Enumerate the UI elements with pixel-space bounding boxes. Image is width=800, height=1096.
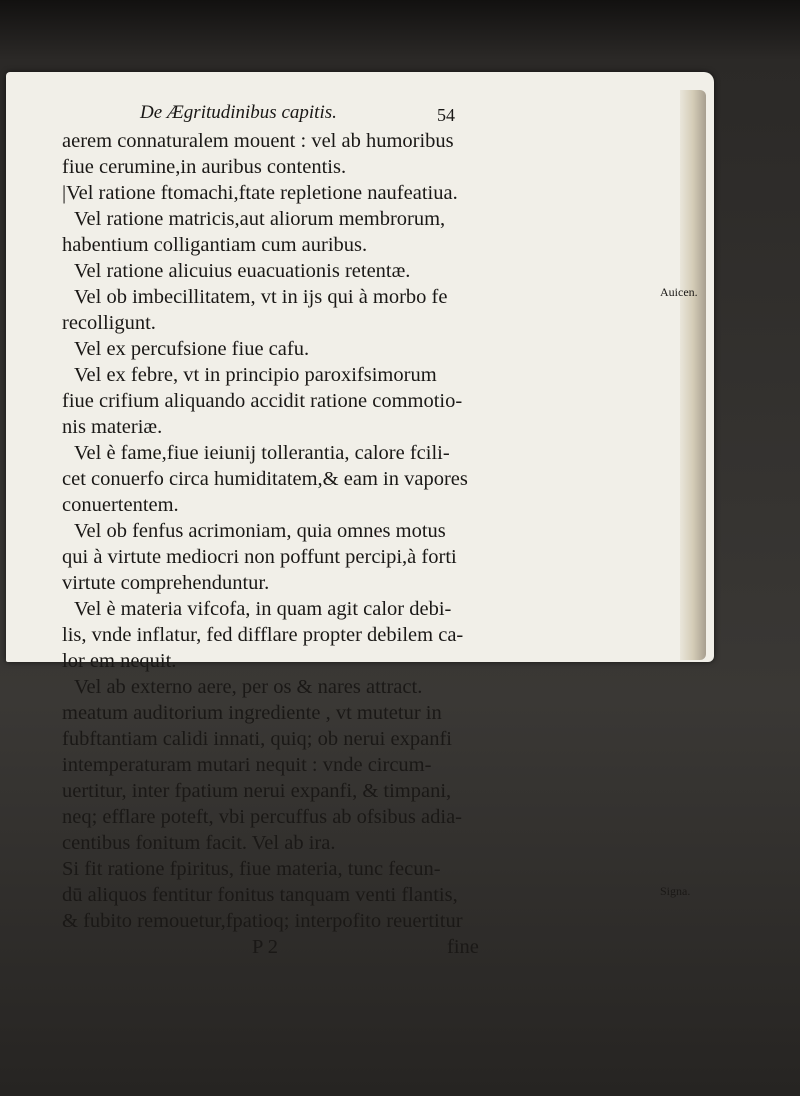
text-line: fiue cerumine,in auribus contentis. <box>62 156 347 178</box>
text-line: intemperaturam mutari nequit : vnde circum- <box>62 754 432 776</box>
text-line: Si fit ratione fpiritus, fiue materia, tunc fecun- <box>62 858 441 880</box>
text-line: & fubito remouetur,fpatioq; interpofito reuertitur <box>62 910 463 932</box>
text-line: |Vel ratione ftomachi,ftate repletione naufeatiua. <box>62 182 458 204</box>
margin-note-signa: Signa. <box>660 884 691 898</box>
running-title: De Ægritudinibus capitis. <box>140 102 337 123</box>
text-line: Vel è fame,fiue ieiunij tollerantia, calore fcili- <box>74 442 450 464</box>
text-line: Vel ob fenfus acrimoniam, quia omnes motus <box>74 520 446 542</box>
text-line: uertitur, inter fpatium nerui expanfi, & timpani, <box>62 780 452 802</box>
text-line: cet conuerfo circa humiditatem,& eam in vapores <box>62 468 468 490</box>
text-line: conuertentem. <box>62 494 179 516</box>
text-line: Vel ex percufsione fiue cafu. <box>74 338 310 360</box>
text-line: lis, vnde inflatur, fed difflare propter debilem ca- <box>62 624 464 646</box>
text-line: aerem connaturalem mouent : vel ab humoribus <box>62 130 454 152</box>
text-line: virtute comprehenduntur. <box>62 572 270 594</box>
signature-mark: P 2 <box>252 936 279 958</box>
text-block <box>62 100 652 960</box>
text-line: qui à virtute mediocri non poffunt percipi,à forti <box>62 546 457 568</box>
text-line: recolligunt. <box>62 312 156 334</box>
text-line: Vel ob imbecillitatem, vt in ijs qui à morbo fe <box>74 286 448 308</box>
text-line: Vel è materia vifcofa, in quam agit calor debi- <box>74 598 452 620</box>
text-line: meatum auditorium ingrediente , vt mutetur in <box>62 702 442 724</box>
text-line: habentium colligantiam cum auribus. <box>62 234 368 256</box>
footer-line <box>62 934 652 960</box>
text-line: Vel ex febre, vt in principio paroxifsimorum <box>74 364 437 386</box>
text-line: neq; efflare poteft, vbi percuffus ab ofsibus adia- <box>62 806 462 828</box>
text-line: Vel ratione alicuius euacuationis retentæ. <box>74 260 411 282</box>
text-line: Vel ratione matricis,aut aliorum membrorum, <box>74 208 446 230</box>
page-number: 54 <box>437 105 455 125</box>
running-header <box>62 100 652 128</box>
text-line: nis materiæ. <box>62 416 163 438</box>
catchword: fine <box>447 936 479 958</box>
page-fore-edge <box>680 90 706 660</box>
text-line: lor em nequit. <box>62 650 177 672</box>
text-line: fubftantiam calidi innati, quiq; ob nerui expanfi <box>62 728 452 750</box>
margin-note-auicen: Auicen. <box>660 285 698 299</box>
text-line: fiue crifium aliquando accidit ratione commotio- <box>62 390 463 412</box>
text-line: dū aliquos fentitur fonitus tanquam venti flantis, <box>62 884 458 906</box>
text-line: Vel ab externo aere, per os & nares attract. <box>74 676 423 698</box>
text-line: centibus fonitum facit. Vel ab ira. <box>62 832 336 854</box>
